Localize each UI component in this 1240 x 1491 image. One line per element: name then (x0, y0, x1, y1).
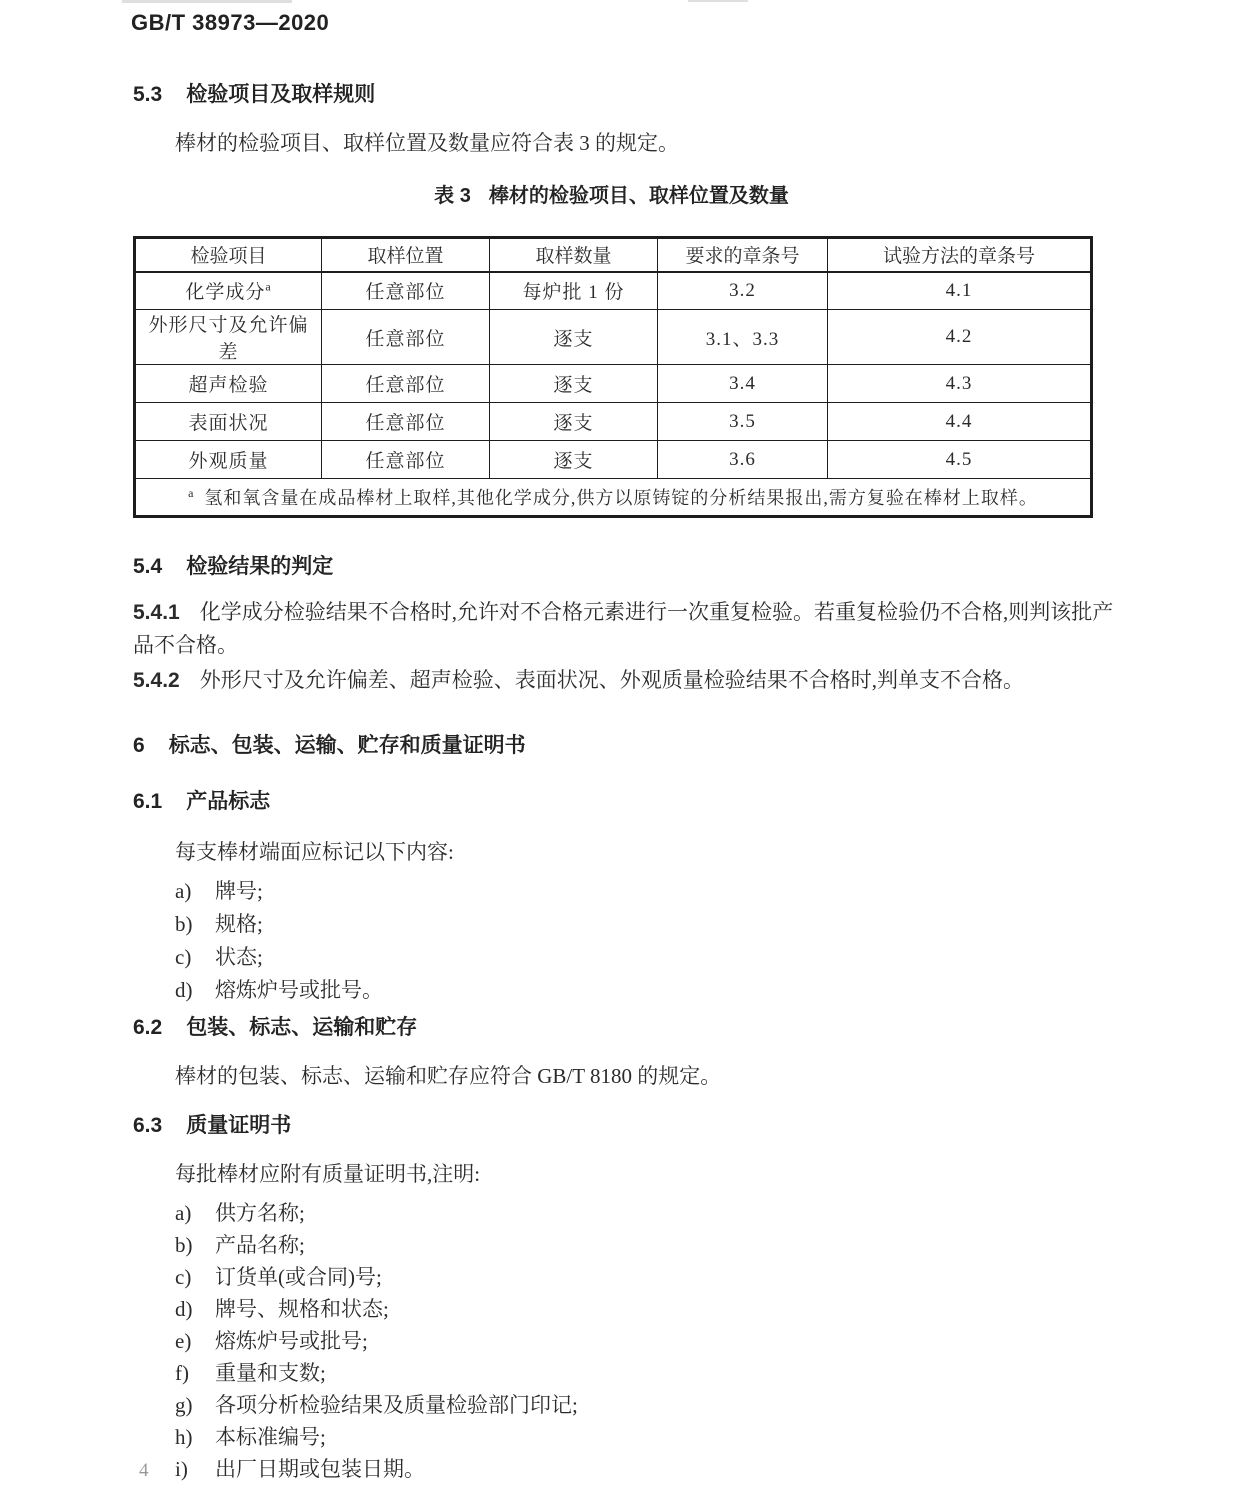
clause-5-4-1 (133, 596, 1121, 662)
clause-number: 5.4.2 (133, 669, 180, 692)
footnote-text: 氢和氧含量在成品棒材上取样,其他化学成分,供方以原铸锭的分析结果报出,需方复验在棒材上取样。 (204, 488, 1038, 508)
table-caption-number: 表 3 (434, 185, 471, 207)
cell-position: 任意部位 (322, 441, 490, 479)
cell-test-method-clause: 4.4 (828, 403, 1092, 441)
table-row (135, 272, 1092, 310)
table-row (135, 310, 1092, 365)
cell-item (135, 272, 322, 310)
list-item-label: b) (175, 912, 193, 936)
section-title: 检验结果的判定 (186, 555, 334, 578)
cell-quantity: 逐支 (490, 403, 658, 441)
cell-item: 超声检验 (135, 365, 322, 403)
cell-quantity: 逐支 (490, 310, 658, 365)
table-header-row (135, 238, 1092, 272)
list-item (175, 1261, 1240, 1293)
list-item (175, 908, 1240, 941)
list-item-label: f) (175, 1361, 189, 1385)
cell-position: 任意部位 (322, 403, 490, 441)
section-number: 6 (133, 734, 145, 757)
cell-quantity: 逐支 (490, 441, 658, 479)
list-item-text: 订货单(或合同)号; (215, 1265, 382, 1289)
list-item-text: 本标准编号; (215, 1425, 326, 1449)
cell-test-method-clause: 4.2 (828, 310, 1092, 365)
list-item (175, 974, 1240, 1007)
list-item-text: 重量和支数; (215, 1361, 326, 1385)
clause-text: 外形尺寸及允许偏差、超声检验、表面状况、外观质量检验结果不合格时,判单支不合格。 (199, 668, 1024, 692)
section-5-3-paragraph: 棒材的检验项目、取样位置及数量应符合表 3 的规定。 (175, 131, 679, 155)
section-title: 标志、包装、运输、贮存和质量证明书 (168, 734, 526, 757)
section-6-3-paragraph: 每批棒材应附有质量证明书,注明: (175, 1162, 481, 1186)
section-number: 6.1 (133, 790, 163, 813)
table-row (135, 441, 1092, 479)
list-item-label: h) (175, 1425, 193, 1449)
list-item-label: c) (175, 945, 192, 969)
footnote-marker-sup: a (265, 279, 272, 294)
table-caption-title: 棒材的检验项目、取样位置及数量 (488, 185, 789, 207)
list-item-label: d) (175, 978, 193, 1002)
table-row (135, 365, 1092, 403)
list-item-text: 熔炼炉号或批号。 (215, 978, 383, 1002)
section-number: 5.4 (133, 555, 163, 578)
product-marking-list (175, 875, 1240, 1007)
list-item-label: i) (175, 1457, 188, 1481)
table-row (135, 403, 1092, 441)
section-5-3-heading (133, 82, 1240, 108)
scan-artifact (688, 0, 748, 2)
list-item-label: a) (175, 879, 192, 903)
clause-5-4-2 (133, 664, 1121, 697)
section-number: 6.3 (133, 1114, 163, 1137)
list-item-label: e) (175, 1329, 192, 1353)
list-item-label: g) (175, 1393, 193, 1417)
scan-artifact (122, 0, 292, 3)
col-header-position: 取样位置 (322, 238, 490, 272)
section-6-1-paragraph: 每支棒材端面应标记以下内容: (175, 840, 454, 864)
cell-requirement-clause: 3.4 (658, 365, 828, 403)
section-5-4-heading (133, 554, 1240, 580)
section-6-3-heading (133, 1113, 1240, 1139)
col-header-requirement-clause: 要求的章条号 (658, 238, 828, 272)
col-header-item: 检验项目 (135, 238, 322, 272)
cell-item: 外观质量 (135, 441, 322, 479)
cell-quantity: 每炉批 1 份 (490, 272, 658, 310)
table-footnote (135, 479, 1092, 517)
section-number: 6.2 (133, 1016, 163, 1039)
section-6-heading (133, 733, 1240, 759)
clause-text: 化学成分检验结果不合格时,允许对不合格元素进行一次重复检验。若重复检验仍不合格,则判该批产品不合格。 (133, 600, 1114, 657)
list-item-text: 熔炼炉号或批号; (215, 1329, 368, 1353)
cell-position: 任意部位 (322, 272, 490, 310)
col-header-quantity: 取样数量 (490, 238, 658, 272)
list-item (175, 1453, 1240, 1485)
list-item-text: 出厂日期或包装日期。 (215, 1457, 425, 1481)
cell-test-method-clause: 4.5 (828, 441, 1092, 479)
standard-number-header: GB/T 38973—2020 (131, 10, 330, 35)
list-item-text: 牌号、规格和状态; (215, 1297, 389, 1321)
clause-number: 5.4.1 (133, 601, 180, 624)
list-item (175, 1357, 1240, 1389)
list-item-label: d) (175, 1297, 193, 1321)
list-item (175, 941, 1240, 974)
section-6-1-heading (133, 789, 1240, 815)
section-title: 包装、标志、运输和贮存 (186, 1016, 418, 1039)
quality-certificate-list (175, 1197, 1240, 1485)
cell-item: 表面状况 (135, 403, 322, 441)
section-title: 检验项目及取样规则 (186, 83, 376, 106)
cell-test-method-clause: 4.1 (828, 272, 1092, 310)
list-item-text: 各项分析检验结果及质量检验部门印记; (215, 1393, 578, 1417)
table-3 (133, 236, 1093, 518)
list-item-label: a) (175, 1201, 192, 1225)
list-item (175, 1389, 1240, 1421)
cell-test-method-clause: 4.3 (828, 365, 1092, 403)
footnote-marker: a (188, 486, 195, 500)
col-header-test-method-clause: 试验方法的章条号 (828, 238, 1092, 272)
cell-requirement-clause: 3.2 (658, 272, 828, 310)
list-item-text: 规格; (215, 912, 263, 936)
page-number: 4 (139, 1460, 149, 1481)
cell-item: 外形尺寸及允许偏差 (135, 310, 322, 365)
table-3-caption (133, 182, 1090, 210)
list-item (175, 1325, 1240, 1357)
table-footnote-row (135, 479, 1092, 517)
list-item-text: 状态; (215, 945, 263, 969)
section-number: 5.3 (133, 83, 163, 106)
cell-requirement-clause: 3.1、3.3 (658, 310, 828, 365)
cell-position: 任意部位 (322, 365, 490, 403)
cell-text: 化学成分 (185, 282, 266, 304)
section-title: 质量证明书 (186, 1114, 292, 1137)
list-item (175, 1197, 1240, 1229)
list-item-label: c) (175, 1265, 192, 1289)
cell-requirement-clause: 3.5 (658, 403, 828, 441)
list-item (175, 1421, 1240, 1453)
section-title: 产品标志 (186, 790, 271, 813)
list-item-label: b) (175, 1233, 193, 1257)
section-6-2-heading (133, 1015, 1240, 1041)
list-item (175, 1229, 1240, 1261)
list-item-text: 产品名称; (215, 1233, 305, 1257)
list-item (175, 1293, 1240, 1325)
cell-requirement-clause: 3.6 (658, 441, 828, 479)
list-item-text: 供方名称; (215, 1201, 305, 1225)
cell-quantity: 逐支 (490, 365, 658, 403)
cell-position: 任意部位 (322, 310, 490, 365)
list-item-text: 牌号; (215, 879, 263, 903)
list-item (175, 875, 1240, 908)
section-6-2-paragraph: 棒材的包装、标志、运输和贮存应符合 GB/T 8180 的规定。 (175, 1064, 722, 1088)
